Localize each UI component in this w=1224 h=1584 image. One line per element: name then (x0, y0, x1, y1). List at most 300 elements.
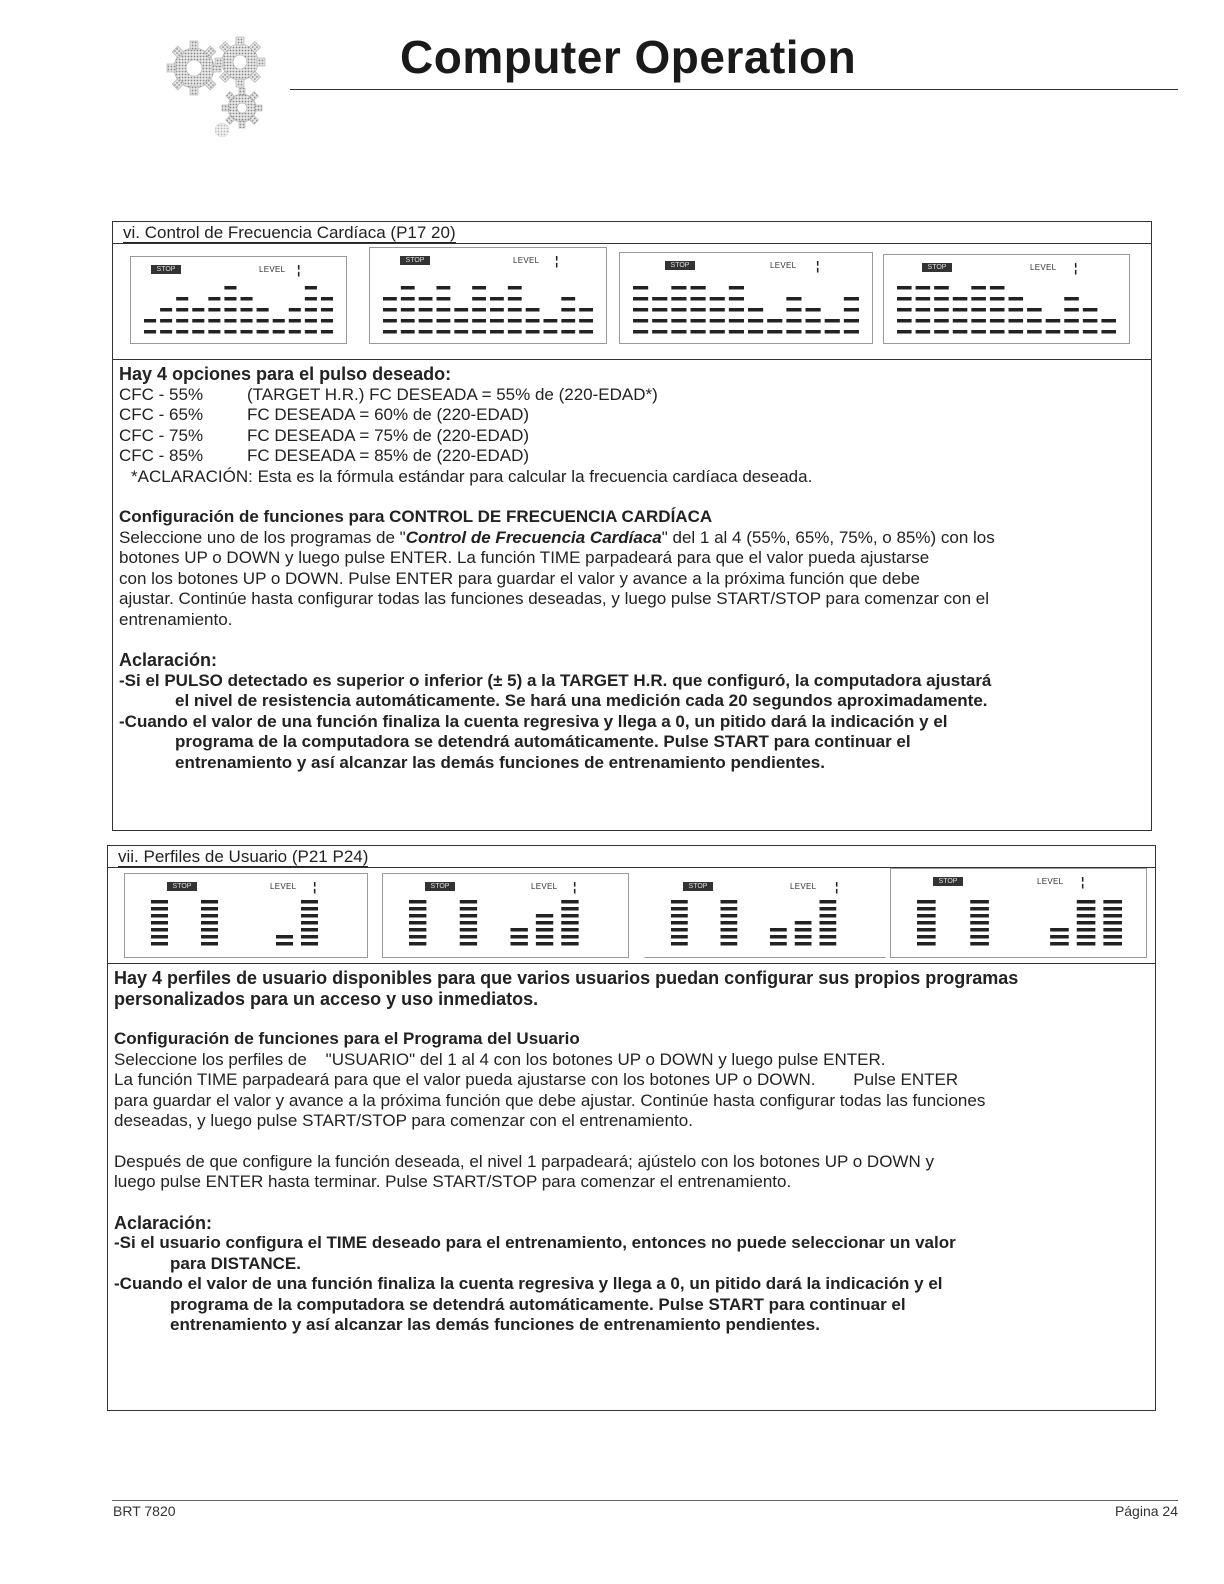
option-key: CFC - 85% (119, 446, 204, 465)
lcd-segment-bar (1077, 935, 1096, 939)
lcd-segment-bar (192, 330, 204, 334)
lcd-segment-bar (934, 319, 949, 323)
lcd-segment-bar (409, 928, 426, 932)
lcd-segment-bar (437, 308, 451, 312)
gear-icon (215, 37, 265, 87)
level-indicator: LEVEL (270, 882, 297, 891)
lcd-segment-bar (633, 308, 648, 312)
lcd-segment-bar (820, 921, 837, 925)
lcd-segment-bar (151, 914, 168, 918)
lcd-segment-bar (721, 900, 738, 904)
lcd-segment-bar (208, 319, 220, 323)
lcd-segment-bar (305, 308, 317, 312)
lcd-segment-bar (508, 297, 522, 301)
lcd-segment-bar (721, 907, 738, 911)
lcd-segment-bar (526, 319, 540, 323)
lcd-segment-bar (511, 942, 528, 946)
lcd-panel (883, 254, 1130, 344)
note-heading: Aclaración: (114, 1212, 213, 1233)
config-line: La función TIME parpadeará para que el valor pueda ajustarse con los botones UP o DOWN. Pulse ENTER (114, 1070, 959, 1089)
lcd-segment-bar (321, 297, 333, 301)
lcd-segment-bar (301, 921, 318, 925)
config-line: con los botones UP o DOWN. Pulse ENTER para guardar el valor y avance a la próxima función que debe (119, 568, 920, 588)
lcd-segment-bar (579, 330, 593, 334)
lcd-segment-bar (806, 308, 821, 312)
lcd-segment-bar (652, 297, 667, 301)
section-title: vii. Perfiles de Usuario (P21 P24) (108, 846, 1155, 868)
lcd-segment-bar (257, 319, 269, 323)
lcd-segment-bar (671, 928, 688, 932)
lcd-segment-bar (144, 319, 156, 323)
page-title: Computer Operation (400, 31, 857, 83)
lcd-segment-bar (276, 942, 293, 946)
lcd-segment-bar (160, 330, 172, 334)
lcd-segment-bar (201, 907, 218, 911)
note-line: -Cuando el valor de una función finaliza la cuenta regresiva y llega a 0, un pitido dará la indicación y el (114, 1274, 943, 1293)
lcd-segment-bar (691, 286, 706, 290)
lcd-segment-bar (1046, 330, 1061, 334)
lcd-segment-bar (721, 914, 738, 918)
lcd-segment-bar (1077, 928, 1096, 932)
lcd-segment-bar (1103, 921, 1122, 925)
lcd-segment-bar (953, 330, 968, 334)
section-content (108, 964, 1155, 1336)
lcd-segment-bar (561, 914, 578, 918)
config-heading: Configuración de funciones para el Programa del Usuario (114, 1029, 580, 1048)
lcd-segment-bar (633, 330, 648, 334)
lcd-segment-bar (729, 286, 744, 290)
lcd-segment-bar (201, 928, 218, 932)
lcd-segment-bar (1077, 914, 1096, 918)
lcd-segment-bar (401, 319, 415, 323)
note-line: programa de la computadora se detendrá automáticamente. Pulse START para continuar el (170, 1294, 906, 1314)
lcd-segment-bar (1046, 319, 1061, 323)
lcd-segment-bar (401, 286, 415, 290)
lcd-segment-bar (1009, 308, 1024, 312)
level-indicator: LEVEL (790, 882, 817, 891)
option-key: CFC - 65% (119, 405, 204, 424)
lcd-segment-bar (786, 330, 801, 334)
lcd-segment-bar (1077, 942, 1096, 946)
lcd-segment-bar (671, 330, 686, 334)
lcd-segment-bar (1050, 935, 1069, 939)
stop-indicator: STOP (151, 265, 181, 274)
lcd-segment-bar (561, 928, 578, 932)
lcd-segment-bar (257, 330, 269, 334)
level-mark-icon: ¦ (297, 263, 301, 277)
lcd-segment-bar (691, 330, 706, 334)
lcd-segment-bar (1103, 935, 1122, 939)
lcd-segment-bar (767, 330, 782, 334)
lcd-segment-bar (917, 914, 936, 918)
option-value: FC DESEADA = 85% de (220-EDAD) (247, 446, 530, 465)
lcd-segment-bar (825, 319, 840, 323)
note-line: -Cuando el valor de una función finaliza la cuenta regresiva y llega a 0, un pitido dará la indicación y el (119, 711, 948, 731)
lcd-segment-bar (691, 308, 706, 312)
lcd-segment-bar (224, 297, 236, 301)
option-row (119, 446, 1145, 467)
lcd-segment-bar (721, 928, 738, 932)
lcd-segment-bar (710, 297, 725, 301)
lcd-segment-bar (825, 330, 840, 334)
lcd-segment-bar (953, 319, 968, 323)
lcd-segment-bar (710, 308, 725, 312)
lcd-segment-bar (201, 921, 218, 925)
lcd-segment-bar (561, 900, 578, 904)
lcd-segment-bar (820, 900, 837, 904)
lcd-segment-bar (729, 297, 744, 301)
lcd-segment-bar (671, 914, 688, 918)
lcd-segment-bar (419, 308, 433, 312)
lcd-segment-bar (1027, 319, 1042, 323)
lcd-segment-bar (652, 330, 667, 334)
lcd-segment-bar (460, 900, 477, 904)
gear-icon (222, 88, 262, 128)
lcd-segment-bar (383, 330, 397, 334)
lcd-segment-bar (1027, 308, 1042, 312)
lcd-segment-bar (561, 319, 575, 323)
lcd-segment-bar (401, 308, 415, 312)
lcd-segment-bar (721, 942, 738, 946)
lcd-segment-bar (806, 319, 821, 323)
lcd-segment-bar (897, 308, 912, 312)
intro-line: personalizados para un acceso y uso inmediatos. (114, 988, 539, 1009)
footer-model: BRT 7820 (113, 1503, 176, 1519)
option-row (119, 405, 1145, 426)
lcd-segment-bar (454, 308, 468, 312)
lcd-segment-bar (437, 286, 451, 290)
lcd-segment-display (645, 874, 885, 957)
note-line: el nivel de resistencia automáticamente. Se hará una medición cada 20 segundos aproximadamente. (175, 691, 988, 710)
lcd-segment-bar (671, 319, 686, 323)
lcd-segment-bar (151, 935, 168, 939)
option-key: CFC - 55% (119, 384, 204, 404)
lcd-segment-bar (786, 297, 801, 301)
lcd-segment-bar (383, 297, 397, 301)
lcd-segment-bar (536, 942, 553, 946)
lcd-segment-bar (633, 319, 648, 323)
section-heart-rate-control (112, 221, 1152, 831)
lcd-segment-bar (409, 914, 426, 918)
config-line: para guardar el valor y avance a la próxima función que debe ajustar. Continúe hasta configurar todas las funciones (114, 1090, 986, 1110)
lcd-segment-bar (472, 319, 486, 323)
lcd-segment-bar (671, 935, 688, 939)
lcd-segment-bar (729, 319, 744, 323)
lcd-segment-bar (301, 942, 318, 946)
lcd-segment-bar (970, 914, 989, 918)
lcd-segment-bar (1064, 297, 1079, 301)
lcd-segment-bar (536, 921, 553, 925)
stop-indicator: STOP (665, 261, 695, 270)
lcd-segment-bar (579, 308, 593, 312)
gears-logo (160, 22, 300, 142)
lcd-segment-bar (916, 297, 931, 301)
lcd-segment-bar (490, 330, 504, 334)
lcd-segment-bar (224, 319, 236, 323)
level-indicator: LEVEL (770, 261, 797, 270)
lcd-segment-bar (241, 297, 253, 301)
lcd-segment-bar (526, 330, 540, 334)
lcd-segment-bar (971, 330, 986, 334)
lcd-segment-bar (257, 308, 269, 312)
lcd-segment-bar (305, 319, 317, 323)
lcd-segment-bar (511, 935, 528, 939)
lcd-segment-bar (383, 308, 397, 312)
lcd-segment-bar (844, 330, 859, 334)
program-name: Control de Frecuencia Cardíaca (405, 527, 662, 547)
lcd-segment-bar (437, 297, 451, 301)
lcd-segment-bar (721, 921, 738, 925)
lcd-segment-bar (897, 330, 912, 334)
lcd-segment-bar (454, 330, 468, 334)
lcd-strip (113, 244, 1151, 360)
lcd-segment-bar (401, 330, 415, 334)
lcd-segment-bar (770, 935, 787, 939)
level-indicator: LEVEL (1037, 877, 1064, 886)
lcd-segment-bar (273, 319, 285, 323)
lcd-panel (890, 868, 1147, 958)
level-mark-icon: ¦ (1074, 261, 1078, 275)
lcd-segment-bar (454, 319, 468, 323)
lcd-segment-bar (224, 286, 236, 290)
config-line: deseadas, y luego pulse START/STOP para comenzar con el entrenamiento. (114, 1111, 693, 1130)
lcd-segment-bar (844, 319, 859, 323)
lcd-segment-bar (916, 330, 931, 334)
lcd-segment-bar (561, 907, 578, 911)
lcd-segment-bar (1083, 319, 1098, 323)
lcd-segment-bar (201, 935, 218, 939)
lcd-segment-bar (917, 942, 936, 946)
note-line: entrenamiento y así alcanzar las demás funciones de entrenamiento pendientes. (170, 1315, 820, 1334)
lcd-segment-bar (160, 308, 172, 312)
lcd-segment-bar (1009, 319, 1024, 323)
lcd-panel (644, 873, 886, 958)
lcd-segment-bar (691, 297, 706, 301)
stop-indicator: STOP (167, 882, 197, 891)
lcd-segment-bar (897, 319, 912, 323)
lcd-segment-bar (897, 297, 912, 301)
lcd-segment-bar (289, 330, 301, 334)
lcd-segment-bar (844, 297, 859, 301)
lcd-segment-bar (208, 308, 220, 312)
lcd-segment-bar (786, 308, 801, 312)
section-title: vi. Control de Frecuencia Cardíaca (P17 20) (113, 222, 1151, 244)
lcd-segment-bar (767, 319, 782, 323)
lcd-segment-bar (321, 330, 333, 334)
note-line: programa de la computadora se detendrá automáticamente. Pulse START para continuar el (175, 732, 911, 751)
lcd-segment-bar (419, 319, 433, 323)
lcd-segment-bar (820, 914, 837, 918)
lcd-segment-bar (536, 928, 553, 932)
lcd-segment-bar (508, 330, 522, 334)
lcd-segment-bar (305, 330, 317, 334)
lcd-segment-bar (795, 935, 812, 939)
lcd-segment-bar (409, 900, 426, 904)
lcd-segment-bar (437, 319, 451, 323)
lcd-segment-bar (1083, 308, 1098, 312)
lcd-panel (124, 873, 368, 958)
lcd-segment-bar (1077, 921, 1096, 925)
section-content (113, 360, 1151, 773)
lcd-segment-bar (241, 308, 253, 312)
lcd-segment-bar (770, 942, 787, 946)
note-heading: Aclaración: (119, 650, 218, 670)
lcd-segment-bar (1050, 942, 1069, 946)
lcd-segment-bar (1103, 907, 1122, 911)
lcd-segment-bar (770, 928, 787, 932)
lcd-segment-bar (990, 308, 1005, 312)
after-line: Después de que configure la función deseada, el nivel 1 parpadeará; ajústelo con los botones UP o DOWN y (114, 1151, 934, 1171)
lcd-segment-bar (201, 900, 218, 904)
lcd-segment-bar (934, 330, 949, 334)
lcd-segment-bar (289, 319, 301, 323)
lcd-segment-bar (561, 935, 578, 939)
intro-heading: Hay 4 opciones para el pulso deseado: (119, 364, 452, 384)
lcd-segment-bar (192, 308, 204, 312)
lcd-segment-bar (561, 942, 578, 946)
option-row (119, 385, 1145, 406)
lcd-segment-bar (544, 330, 558, 334)
lcd-panel (369, 247, 607, 344)
lcd-segment-display (370, 248, 606, 343)
lcd-segment-bar (437, 330, 451, 334)
lcd-segment-bar (289, 308, 301, 312)
lcd-segment-bar (151, 900, 168, 904)
lcd-segment-bar (786, 319, 801, 323)
lcd-segment-bar (917, 900, 936, 904)
lcd-segment-bar (990, 286, 1005, 290)
footer-page-number: Página 24 (1114, 1503, 1178, 1519)
lcd-segment-bar (820, 907, 837, 911)
lcd-segment-bar (917, 928, 936, 932)
level-mark-icon: ¦ (835, 880, 839, 894)
lcd-segment-bar (652, 319, 667, 323)
lcd-segment-bar (579, 319, 593, 323)
option-value: (TARGET H.R.) FC DESEADA = 55% de (220-EDAD*) (247, 384, 658, 404)
lcd-segment-bar (897, 286, 912, 290)
lcd-segment-display (620, 253, 872, 343)
lcd-segment-bar (460, 935, 477, 939)
lcd-segment-bar (201, 914, 218, 918)
lcd-segment-bar (1103, 900, 1122, 904)
lcd-segment-display (131, 257, 346, 343)
lcd-segment-bar (561, 297, 575, 301)
lcd-segment-bar (460, 907, 477, 911)
lcd-segment-bar (1103, 914, 1122, 918)
lcd-segment-bar (917, 921, 936, 925)
lcd-segment-bar (1101, 330, 1116, 334)
lcd-segment-bar (820, 942, 837, 946)
lcd-panel (619, 252, 873, 344)
lcd-segment-bar (652, 308, 667, 312)
lcd-segment-bar (301, 914, 318, 918)
lcd-segment-bar (536, 935, 553, 939)
lcd-segment-bar (472, 330, 486, 334)
level-mark-icon: ¦ (555, 254, 559, 268)
lcd-segment-bar (241, 330, 253, 334)
lcd-segment-bar (1064, 319, 1079, 323)
lcd-segment-bar (953, 297, 968, 301)
lcd-segment-bar (176, 330, 188, 334)
lcd-segment-bar (409, 942, 426, 946)
lcd-segment-bar (241, 319, 253, 323)
lcd-segment-bar (953, 308, 968, 312)
footnote: *ACLARACIÓN: Esta es la fórmula estándar para calcular la frecuencia cardíaca deseada. (131, 466, 813, 486)
lcd-segment-bar (795, 942, 812, 946)
lcd-segment-bar (176, 308, 188, 312)
lcd-segment-bar (916, 308, 931, 312)
note-line: entrenamiento y así alcanzar las demás funciones de entrenamiento pendientes. (175, 752, 825, 772)
lcd-segment-bar (710, 319, 725, 323)
lcd-segment-bar (917, 935, 936, 939)
level-indicator: LEVEL (259, 265, 286, 274)
stop-indicator: STOP (933, 877, 963, 886)
lcd-segment-bar (208, 297, 220, 301)
lcd-segment-bar (795, 928, 812, 932)
lcd-segment-bar (1064, 330, 1079, 334)
lcd-segment-bar (633, 297, 648, 301)
lcd-segment-bar (721, 935, 738, 939)
lcd-segment-bar (691, 319, 706, 323)
gear-icon (167, 41, 221, 95)
lcd-segment-bar (409, 921, 426, 925)
lcd-segment-bar (671, 308, 686, 312)
lcd-segment-bar (970, 921, 989, 925)
lcd-segment-display (125, 874, 367, 957)
lcd-segment-bar (536, 914, 553, 918)
lcd-segment-bar (208, 330, 220, 334)
lcd-segment-bar (970, 900, 989, 904)
section-user-profiles (107, 845, 1156, 1411)
lcd-segment-bar (1103, 928, 1122, 932)
lcd-segment-bar (526, 308, 540, 312)
lcd-segment-bar (544, 319, 558, 323)
lcd-segment-bar (192, 319, 204, 323)
lcd-segment-bar (305, 297, 317, 301)
option-row (119, 426, 1145, 447)
lcd-strip (108, 868, 1155, 964)
stop-indicator: STOP (425, 882, 455, 891)
lcd-segment-bar (971, 297, 986, 301)
lcd-segment-bar (508, 319, 522, 323)
lcd-segment-bar (671, 942, 688, 946)
level-indicator: LEVEL (531, 882, 558, 891)
lcd-segment-bar (472, 286, 486, 290)
lcd-segment-bar (671, 921, 688, 925)
lcd-segment-bar (971, 286, 986, 290)
stop-indicator: STOP (922, 263, 952, 272)
config-line: entrenamiento. (119, 609, 233, 629)
lcd-segment-bar (176, 319, 188, 323)
lcd-segment-bar (633, 286, 648, 290)
lcd-segment-bar (301, 900, 318, 904)
after-line: luego pulse ENTER hasta terminar. Pulse START/STOP para comenzar el entrenamiento. (114, 1172, 792, 1191)
lcd-segment-bar (321, 319, 333, 323)
lcd-segment-bar (970, 928, 989, 932)
config-paragraph: Seleccione uno de los programas de "Control de Frecuencia Cardíaca" del 1 al 4 (55%, 65%, 75%, o 85%) con los (119, 527, 995, 547)
lcd-segment-bar (301, 928, 318, 932)
lcd-segment-bar (419, 330, 433, 334)
config-line: ajustar. Continúe hasta configurar todas las funciones deseadas, y luego pulse START/STOP para comenzar con el (119, 589, 990, 608)
lcd-segment-bar (970, 907, 989, 911)
lcd-segment-bar (508, 308, 522, 312)
level-mark-icon: ¦ (313, 880, 317, 894)
lcd-segment-bar (671, 907, 688, 911)
lcd-segment-bar (224, 330, 236, 334)
lcd-segment-bar (301, 935, 318, 939)
lcd-segment-bar (561, 921, 578, 925)
stop-indicator: STOP (400, 256, 430, 265)
